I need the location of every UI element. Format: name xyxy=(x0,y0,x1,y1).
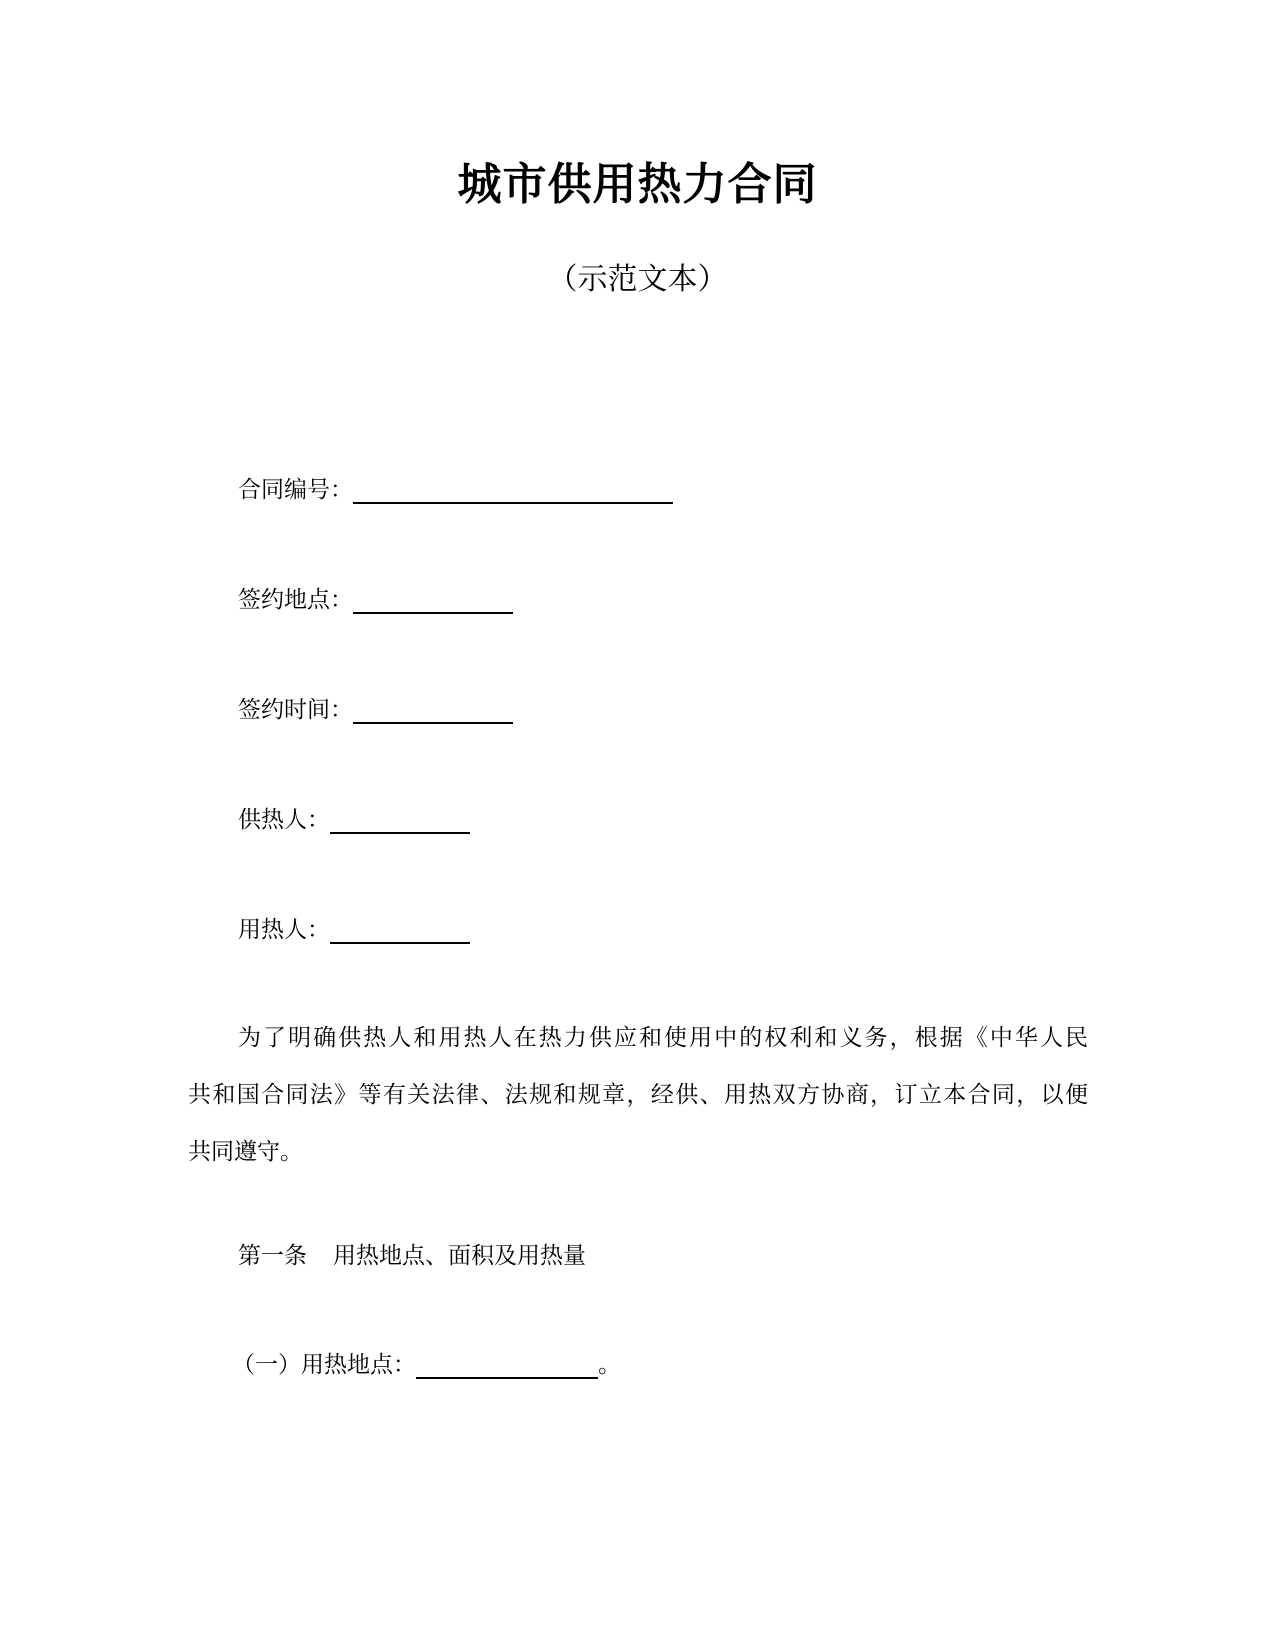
preamble-paragraph xyxy=(188,1010,1088,1181)
supplier-blank xyxy=(330,810,470,834)
contract-number-field xyxy=(238,476,673,504)
preamble-line: 共同遵守。 xyxy=(188,1139,303,1165)
document-title: 城市供用热力合同 xyxy=(457,159,818,210)
user-label: 用热人： xyxy=(238,917,330,943)
preamble-line: 为了明确供热人和用热人在热力供应和使用中的权利和义务，根据《中华人民 xyxy=(238,1025,1088,1051)
supplier-field xyxy=(238,806,470,834)
article-heading xyxy=(238,1242,586,1270)
sign-time-field xyxy=(238,696,513,724)
user-field xyxy=(238,916,470,944)
sign-place-field xyxy=(238,586,513,614)
supplier-label: 供热人： xyxy=(238,807,330,833)
user-blank xyxy=(330,920,470,944)
sign-place-blank xyxy=(353,590,513,614)
article-title: 用热地点、面积及用热量 xyxy=(333,1243,586,1269)
heat-location-blank xyxy=(416,1355,598,1379)
preamble-line: 共和国合同法》等有关法律、法规和规章，经供、用热双方协商，订立本合同，以便 xyxy=(188,1082,1088,1108)
document-subtitle: （示范文本） xyxy=(547,262,728,297)
heat-location-label: （一）用热地点： xyxy=(232,1352,416,1378)
contract-number-label: 合同编号： xyxy=(238,477,353,503)
heat-location-period: 。 xyxy=(598,1352,621,1378)
sign-place-label: 签约地点： xyxy=(238,587,353,613)
sign-time-blank xyxy=(353,700,513,724)
heat-location-field xyxy=(232,1351,621,1379)
contract-number-blank xyxy=(353,480,673,504)
article-number: 第一条 xyxy=(238,1243,307,1269)
sign-time-label: 签约时间： xyxy=(238,697,353,723)
